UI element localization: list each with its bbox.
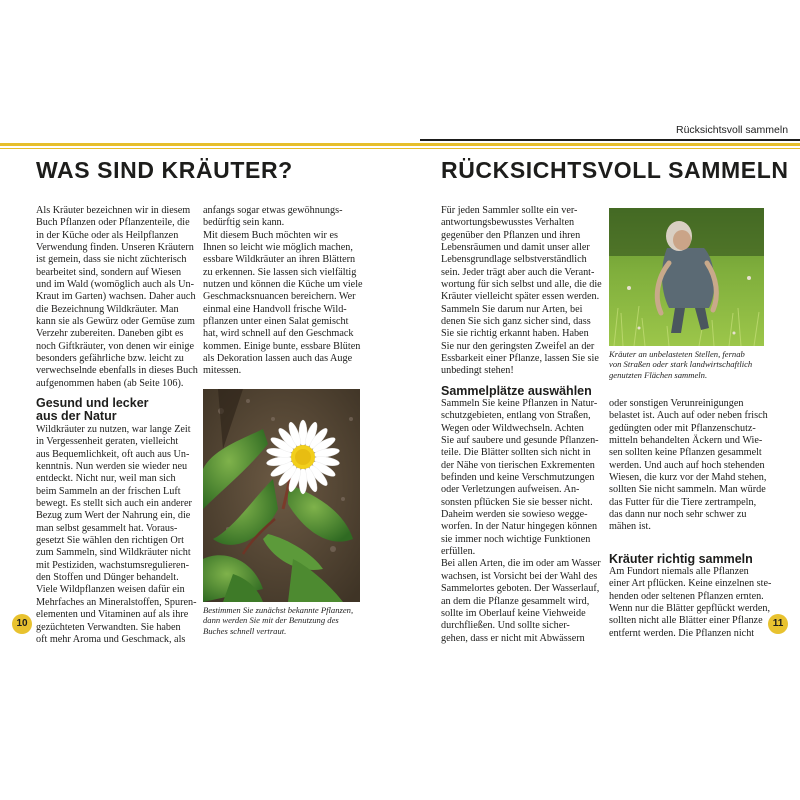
text-line: bedürftig sein kann. [203,217,285,229]
text-line: Wiesen, die kurz vor der Mahd stehen, [609,472,767,484]
text-line: Mehrfaches an Mineralstoffen, Spuren- [36,596,197,608]
text-line: einer Art pflücken. Keine einzelnen ste- [609,578,772,590]
header-rule-black [420,139,800,141]
text-line: den Stoffen und Dünger behandelt. [36,572,179,584]
text-line: Verwendung finden. Unseren Kräutern [36,242,194,254]
text-line: Verzehr zubereiten. Daneben gibt es [36,328,184,340]
text-line: Mit diesem Buch möchten wir es [203,229,338,241]
woman-photo-caption [609,349,769,380]
daisy-photo-caption [203,605,363,636]
text-line: hat, wird schnell auf den Geschmack [203,328,354,340]
text-line: Bestimmen Sie zunächst bekannte Pflanzen, [203,605,354,615]
text-line: Kräuter an unbelasteten Stellen, fernab [609,349,745,359]
text-line: Sammelortes geboten. Der Wasserlauf, [441,583,600,595]
text-line: unbedingt stehen! [441,365,514,377]
text-line: entfernt werden. Die Pflanzen nicht [609,627,755,639]
text-line: aufgenommen haben (ab Seite 106). [36,377,184,389]
text-line: dann werden Sie mit der Benutzung des [203,615,339,626]
text-line: besonders gefährliche bzw. leicht zu [36,353,184,365]
text-line: das dann nur noch sehr schwer zu [609,509,747,521]
text-line: man selbst gesammelt hat. Voraus- [36,522,178,534]
text-line: und im Wald (womöglich auch als Un- [36,279,194,291]
text-line: anfangs sogar etwas gewöhnungs- [203,205,343,216]
text-line: elementen und Vitaminen auf als ihre [36,609,189,621]
text-line: Am Fundort niemals alle Pflanzen [609,566,749,577]
text-line: Wenn nur die Blätter gepflückt werden, [609,603,770,615]
text-line: erfüllen. [441,546,476,558]
text-line: nutzen und können die Küche um viele [203,279,363,291]
text-line: befinden und keine Verschmutzungen [441,472,595,484]
right-col1-text [441,398,606,645]
text-line: beim Sammeln an der frischen Luft [36,485,181,497]
text-line: Sie auf saubere und gesunde Pflanzen- [441,435,599,447]
text-line: zu erkennen. Sie lassen sich vielfältig [203,266,357,278]
left-col1-intro [36,205,196,390]
right-section2-heading: Kräuter richtig sammeln [609,552,753,566]
left-section-heading: Gesund und lecker aus der Natur [36,396,149,423]
text-line: in der Küche oder als Heilpflanzen [36,229,179,241]
text-line: einmal eine Handvoll frische Wild- [203,303,347,315]
text-line: werden. Und auch auf hoch stehenden [609,459,765,471]
text-line: Sie nur den geringsten Zweifel an der [441,340,595,352]
text-line: Kraut im Garten) wachsen. Daher auch [36,291,196,303]
text-line: sollten Sie nicht sammeln. Man würde [609,484,766,496]
text-line: gehen, dass er nicht mit Abwässern [441,632,585,644]
text-line: mitteln behandelten Äckern und Wie- [609,435,763,447]
text-line: wachsen, ist Vorsicht bei der Wahl des [441,570,598,582]
text-line: teile. Die Blätter sollten sich nicht in [441,447,591,459]
text-line: mähen ist. [609,521,651,533]
right-col2-text-b [609,566,774,640]
text-line: sonsten pflücken Sie sie besser nicht. [441,496,593,508]
running-head: Rücksichtsvoll sammeln [676,124,789,136]
text-line: kenntnis. Nun werden sie wieder neu [36,461,188,473]
text-line: Kräuter vielleicht später essen werden. [441,291,600,303]
text-line: Lebensräumen und damit unser aller [441,242,590,254]
text-line: sollte im Oberlauf keine Viehweide [441,607,586,619]
text-line: gesetzt Sie wählen den richtigen Ort [36,535,184,547]
left-col1-body [36,424,198,646]
text-line: von Straßen oder stark landwirtschaftlich [609,359,753,370]
right-page-title: RÜCKSICHTSVOLL SAMMELN [441,157,789,183]
text-line: Sammeln Sie keine Pflanzen in Natur- [441,398,598,409]
text-line: zum Sammeln, sind Wildkräuter nicht [36,547,191,559]
text-line: entdeckt. Nicht nur, weil man sich [36,473,176,485]
text-line: henden oder seltenen Pflanzen ernten. [609,590,764,602]
right-section1-heading: Sammelplätze auswählen [441,384,592,398]
text-line: Bei allen Arten, die im oder am Wasser [441,558,601,570]
text-line: als Dekoration lassen auch das Auge [203,353,353,365]
text-line: in Vergessenheit geraten, vielleicht [36,436,179,448]
header-rule-yellow-thin [0,148,800,149]
text-line: verwechselnde ebenfalls in dieses Buch [36,365,198,377]
text-line: oder Verletzungen aufweisen. An- [441,484,580,496]
right-intro-text [441,205,606,378]
text-line: an dem die Pflanze gesammelt wird, [441,595,590,607]
text-line: ist gemein, dass sie nicht züchterisch [36,254,187,266]
right-col2-text [609,398,774,534]
text-line: denen Sie sich ganz sicher sind, dass [441,316,591,328]
text-line: sein. Jeder trägt aber auch die Verant- [441,266,595,278]
text-line: Buches schnell vertraut. [203,625,287,636]
text-line: kann sie als Gewürz oder Gemüse zum [36,316,195,328]
text-line: kommen. Einige bunte, essbare Blüten [203,340,361,352]
text-line: Wildkräuter zu nutzen, war lange Zeit [36,424,191,435]
text-line: Als Kräuter bezeichnen wir in diesem [36,205,191,216]
text-line: schutzgebieten, entlang von Straßen, [441,410,591,422]
text-line: Geschmacksnuancen bereichern. Wer [203,291,356,303]
text-line: essbare Wildkräuter an ihren Blättern [203,254,356,266]
text-line: Sie sie richtig erkannt haben. Haben [441,328,589,340]
text-line: Buch Pflanzen oder Pflanzenteile, die [36,217,190,229]
text-line: sie immer noch wichtige Funktionen [441,533,591,545]
text-line: bewegt. Es stellt sich auch ein anderer [36,498,192,510]
header-rule-yellow [0,143,800,146]
text-line: gegenüber den Pflanzen und ihren [441,229,581,241]
text-line: genutzten Flächen sammeln. [609,369,708,380]
text-line: worfen. In der Natur hingegen können [441,521,598,533]
page-number-left: 10 [12,614,32,634]
text-line: bearbeitet sind, sondern auf Wiesen [36,266,182,278]
text-line: Daheim werden sie sowieso wegge- [441,509,588,521]
text-line: mitessen. [203,365,242,377]
text-line: oft mehr Aroma und Geschmack, als [36,633,186,645]
text-line: Viele Wildpflanzen weisen dafür ein [36,584,185,596]
text-line: Essbarkeit einer Pflanze, lassen Sie sie [441,353,599,365]
text-line: Lebensgrundlage selbstverständlich [441,254,587,266]
daisy-photo-image [203,389,360,602]
text-line: noch Giftkräuter, von denen wir einige [36,340,195,352]
text-line: gezüchteten Verwandten. Sie haben [36,621,181,633]
text-line: antwortungsbewusstes Verhalten [441,217,575,229]
text-line: belastet ist. Auch auf oder neben frisch [609,410,768,422]
woman-collecting-photo [609,208,764,346]
text-line: mit Pestiziden, wachstumsregulieren- [36,559,190,571]
text-line: pflanzen unter einen Salat gemischt [203,316,349,328]
text-line: Bezug zum Wert der Nahrung ein, die [36,510,191,522]
text-line: das Futter für die Tiere zertrampeln, [609,496,757,508]
left-page-title: WAS SIND KRÄUTER? [36,157,293,183]
text-line: der Nähe von tierischen Exkrementen [441,459,595,471]
page-number-right: 11 [768,614,788,634]
text-line: gedüngten oder mit Pflanzenschutz- [609,422,756,434]
text-line: durchfließen. Und sollte sicher- [441,620,570,632]
text-line: Wegen oder Wildwechseln. Achten [441,422,584,434]
text-line: oder sonstigen Verunreinigungen [609,398,744,409]
text-line: Ihnen so leicht wie möglich machen, [203,242,353,254]
text-line: sollten nicht alle Blätter einer Pflanze [609,615,763,627]
text-line: aus Bequemlichkeit, oft auch aus Un- [36,448,190,460]
text-line: die Bezeichnung Wildkräuter. Man [36,303,179,315]
daisy-photo [203,389,360,602]
text-line: wortung für sich selbst und alle, die die [441,279,602,291]
text-line: sen sollten keine Pflanzen gesammelt [609,447,762,459]
text-line: Sammeln Sie darum nur Arten, bei [441,303,583,315]
woman-collecting-photo-image [609,208,764,346]
text-line: Für jeden Sammler sollte ein ver- [441,205,578,216]
left-col2-text [203,205,363,378]
